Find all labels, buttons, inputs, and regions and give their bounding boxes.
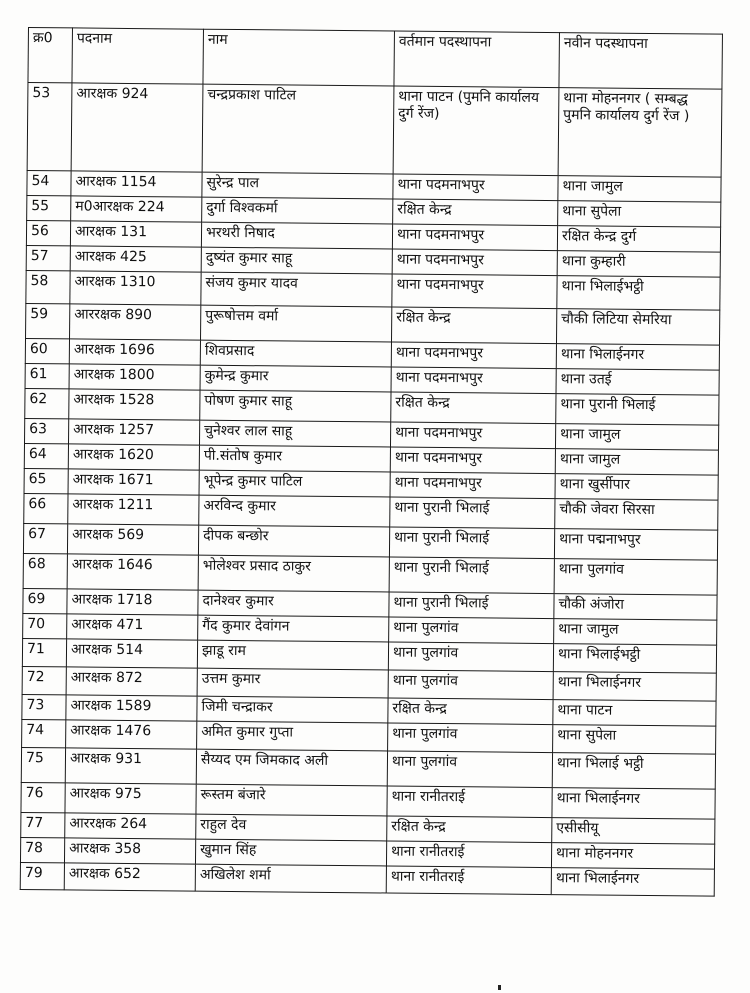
- cell-current-posting: थाना पुरानी भिलाई: [389, 592, 554, 619]
- cell-rank: आरक्षक 1310: [70, 271, 201, 305]
- cell-new-posting: थाना खुर्सीपार: [555, 474, 718, 501]
- cell-current-posting: थाना रानीतराई: [387, 786, 552, 818]
- cell-rank: आरक्षक 975: [65, 783, 196, 814]
- cell-new-posting: थाना जामुल: [555, 449, 718, 476]
- transfer-table: [20, 27, 723, 897]
- cell-name: भरथरी निषाद: [201, 222, 392, 249]
- cell-current-posting: थाना पदमनाभपुर: [390, 422, 555, 449]
- cell-current-posting: थाना पुलगांव: [388, 670, 553, 700]
- cell-name: दुष्यंत कुमार साहू: [201, 247, 392, 274]
- cell-new-posting: चौकी जेवरा सिरसा: [555, 499, 718, 531]
- cell-serial: 69: [23, 588, 67, 613]
- cell-rank: आरक्षक 358: [64, 838, 195, 864]
- cell-current-posting: थाना पदमनाभपुर: [391, 342, 556, 369]
- cell-name: संजय कुमार यादव: [201, 272, 392, 307]
- cell-name: चन्द्रप्रकाश पाटिल: [202, 84, 394, 174]
- cell-new-posting: थाना मोहननगर: [551, 843, 714, 870]
- cell-name: अरविन्द कुमार: [199, 495, 390, 527]
- cell-new-posting: थाना सुपेला: [558, 201, 721, 228]
- cell-current-posting: रक्षित केन्द्र: [388, 698, 553, 725]
- cell-name: राहुल देव: [196, 814, 387, 841]
- cell-serial: 75: [21, 747, 65, 782]
- cell-current-posting: थाना पुरानी भिलाई: [390, 497, 555, 529]
- cell-rank: आरक्षक 1257: [68, 419, 199, 445]
- cell-rank: आरक्षक 131: [70, 221, 201, 247]
- cell-serial: 62: [25, 388, 69, 418]
- cell-current-posting: रक्षित केन्द्र: [393, 199, 558, 226]
- cell-rank: आरक्षक 924: [71, 83, 203, 172]
- cell-new-posting: थाना सुपेला: [553, 725, 716, 755]
- cell-new-posting: थाना जामुल: [555, 424, 718, 451]
- page-mark: [498, 985, 501, 990]
- cell-serial: 60: [25, 338, 69, 363]
- cell-new-posting: थाना पुलगांव: [554, 559, 717, 596]
- cell-new-posting: थाना भिलाईनगर: [556, 344, 719, 371]
- cell-name: भूपेन्द्र कुमार पाटिल: [199, 470, 390, 497]
- cell-current-posting: थाना पुलगांव: [387, 751, 552, 788]
- cell-new-posting: थाना उतई: [556, 369, 719, 396]
- cell-name: भोलेश्वर प्रसाद ठाकुर: [198, 555, 389, 592]
- cell-new-posting: थाना पाटन: [553, 700, 716, 727]
- cell-serial: 57: [26, 245, 70, 270]
- cell-rank: आरक्षक 514: [66, 639, 197, 668]
- cell-serial: 73: [22, 694, 66, 719]
- cell-serial: 76: [21, 782, 65, 812]
- cell-rank: आररक्षक 264: [65, 813, 196, 839]
- cell-rank: आरक्षक 1646: [67, 554, 198, 590]
- cell-name: उत्तम कुमार: [197, 668, 388, 698]
- cell-new-posting: थाना भिलाईनगर: [551, 868, 714, 897]
- cell-current-posting: थाना पुलगांव: [388, 723, 553, 753]
- cell-serial: 67: [23, 523, 67, 553]
- cell-serial: 56: [26, 220, 70, 245]
- cell-serial: 54: [27, 170, 71, 195]
- cell-name: खुमान सिंह: [195, 839, 386, 866]
- cell-name: कुमेन्द्र कुमार: [200, 365, 391, 392]
- cell-new-posting: थाना पद्मनाभपुर: [554, 529, 717, 561]
- header-new-posting: नवीन पदस्थापना: [559, 33, 723, 90]
- cell-new-posting: रक्षित केन्द्र दुर्ग: [557, 226, 720, 253]
- cell-rank: आरक्षक 1589: [66, 695, 197, 721]
- cell-serial: 74: [22, 719, 66, 747]
- cell-new-posting: थाना जामुल: [554, 619, 717, 646]
- cell-current-posting: रक्षित केन्द्र: [391, 307, 556, 344]
- header-rank: पदनाम: [72, 28, 204, 84]
- cell-current-posting: रक्षित केन्द्र: [391, 392, 556, 424]
- cell-serial: 78: [20, 837, 64, 862]
- cell-rank: आरक्षक 425: [70, 246, 201, 272]
- cell-rank: आरक्षक 1800: [69, 364, 200, 390]
- cell-rank: आरक्षक 1154: [71, 171, 202, 197]
- cell-new-posting: थाना भिलाईभट्ठी: [557, 276, 720, 311]
- cell-rank: आरक्षक 931: [65, 748, 196, 784]
- cell-rank: आरक्षक 872: [66, 667, 197, 696]
- cell-rank: आरक्षक 652: [64, 863, 195, 891]
- cell-rank: आरक्षक 471: [67, 614, 198, 640]
- cell-current-posting: थाना पुरानी भिलाई: [389, 527, 554, 559]
- cell-new-posting: चौकी लिटिया सेमरिया: [556, 309, 719, 346]
- cell-current-posting: थाना पदमनाभपुर: [390, 447, 555, 474]
- cell-name: दीपक बन्छोर: [198, 525, 389, 557]
- cell-serial: 79: [20, 862, 64, 889]
- cell-name: दानेश्वर कुमार: [198, 590, 389, 617]
- cell-current-posting: थाना पदमनाभपुर: [392, 274, 557, 309]
- cell-serial: 58: [26, 270, 70, 303]
- cell-serial: 55: [27, 195, 71, 220]
- cell-serial: 59: [26, 303, 70, 338]
- cell-new-posting: थाना पुरानी भिलाई: [556, 394, 719, 426]
- table-body: [20, 83, 722, 897]
- cell-rank: आरक्षक 1620: [68, 444, 199, 470]
- cell-rank: म0आरक्षक 224: [71, 196, 202, 222]
- table-row: [27, 83, 722, 178]
- header-name: नाम: [203, 29, 395, 86]
- cell-new-posting: थाना मोहननगर ( सम्बद्ध पुमनि कार्यालय दुर्ग रेंज ): [558, 88, 722, 178]
- header-current-posting: वर्तमान पदस्थापना: [394, 31, 560, 88]
- header-row: [28, 28, 722, 90]
- cell-name: पोषण कुमार साहू: [200, 390, 391, 422]
- cell-current-posting: रक्षित केन्द्र: [387, 816, 552, 843]
- cell-current-posting: थाना पदमनाभपुर: [392, 249, 557, 276]
- cell-name: दुर्गा विश्वकर्मा: [202, 197, 393, 224]
- cell-name: झाडू राम: [197, 640, 388, 670]
- cell-rank: आररक्षक 890: [70, 304, 201, 340]
- cell-serial: 77: [21, 812, 65, 837]
- cell-name: अमित कुमार गुप्ता: [197, 721, 388, 751]
- cell-serial: 71: [22, 638, 66, 666]
- cell-serial: 72: [22, 666, 66, 694]
- cell-name: पी.संतोष कुमार: [199, 445, 390, 472]
- cell-new-posting: थाना भिलाईभट्ठी: [553, 644, 716, 674]
- cell-new-posting: चौकी अंजोरा: [554, 594, 717, 621]
- cell-rank: आरक्षक 1528: [69, 389, 200, 420]
- cell-new-posting: थाना कुम्हारी: [557, 251, 720, 278]
- cell-new-posting: थाना भिलाईनगर: [552, 788, 715, 820]
- cell-name: रूस्तम बंजारे: [196, 784, 387, 816]
- cell-name: चुनेश्वर लाल साहू: [199, 420, 390, 447]
- cell-serial: 61: [25, 363, 69, 388]
- cell-current-posting: थाना रानीतराई: [386, 841, 551, 868]
- cell-current-posting: थाना पदमनाभपुर: [393, 174, 558, 201]
- cell-serial: 64: [24, 443, 68, 468]
- cell-name: गैंद कुमार देवांगन: [198, 615, 389, 642]
- cell-rank: आरक्षक 1211: [68, 494, 199, 525]
- table-header: [28, 28, 722, 90]
- cell-current-posting: थाना पुलगांव: [388, 642, 553, 672]
- cell-current-posting: थाना पाटन (पुमनि कार्यालय दुर्ग रेंज): [393, 86, 559, 176]
- table-row: [20, 862, 714, 896]
- header-serial: क्र0: [28, 28, 73, 83]
- cell-serial: 68: [23, 553, 67, 588]
- cell-serial: 66: [24, 493, 68, 523]
- cell-current-posting: थाना पदमनाभपुर: [390, 472, 555, 499]
- cell-rank: आरक्षक 1718: [67, 589, 198, 615]
- cell-name: सैय्यद एम जिमकाद अली: [196, 749, 387, 786]
- cell-current-posting: थाना पदमनाभपुर: [392, 224, 557, 251]
- cell-new-posting: एसीसीयू: [552, 818, 715, 845]
- cell-current-posting: थाना पुलगांव: [389, 617, 554, 644]
- cell-serial: 53: [27, 83, 72, 171]
- cell-rank: आरक्षक 1696: [69, 339, 200, 365]
- cell-name: शिवप्रसाद: [200, 340, 391, 367]
- cell-name: सुरेन्द्र पाल: [202, 172, 393, 199]
- cell-name: जिमी चन्द्राकर: [197, 696, 388, 723]
- cell-name: पुरूषोत्तम वर्मा: [201, 305, 392, 342]
- cell-current-posting: थाना रानीतराई: [386, 866, 551, 895]
- cell-new-posting: थाना भिलाई भट्ठी: [552, 753, 715, 790]
- cell-current-posting: थाना पदमनाभपुर: [391, 367, 556, 394]
- cell-new-posting: थाना जामुल: [558, 176, 721, 203]
- cell-serial: 65: [24, 468, 68, 493]
- cell-rank: आरक्षक 569: [67, 524, 198, 555]
- cell-new-posting: थाना भिलाईनगर: [553, 672, 716, 702]
- cell-serial: 70: [23, 613, 67, 638]
- cell-name: अखिलेश शर्मा: [195, 864, 386, 893]
- cell-rank: आरक्षक 1671: [68, 469, 199, 495]
- cell-serial: 63: [25, 418, 69, 443]
- cell-rank: आरक्षक 1476: [66, 720, 197, 749]
- cell-current-posting: थाना पुरानी भिलाई: [389, 557, 554, 594]
